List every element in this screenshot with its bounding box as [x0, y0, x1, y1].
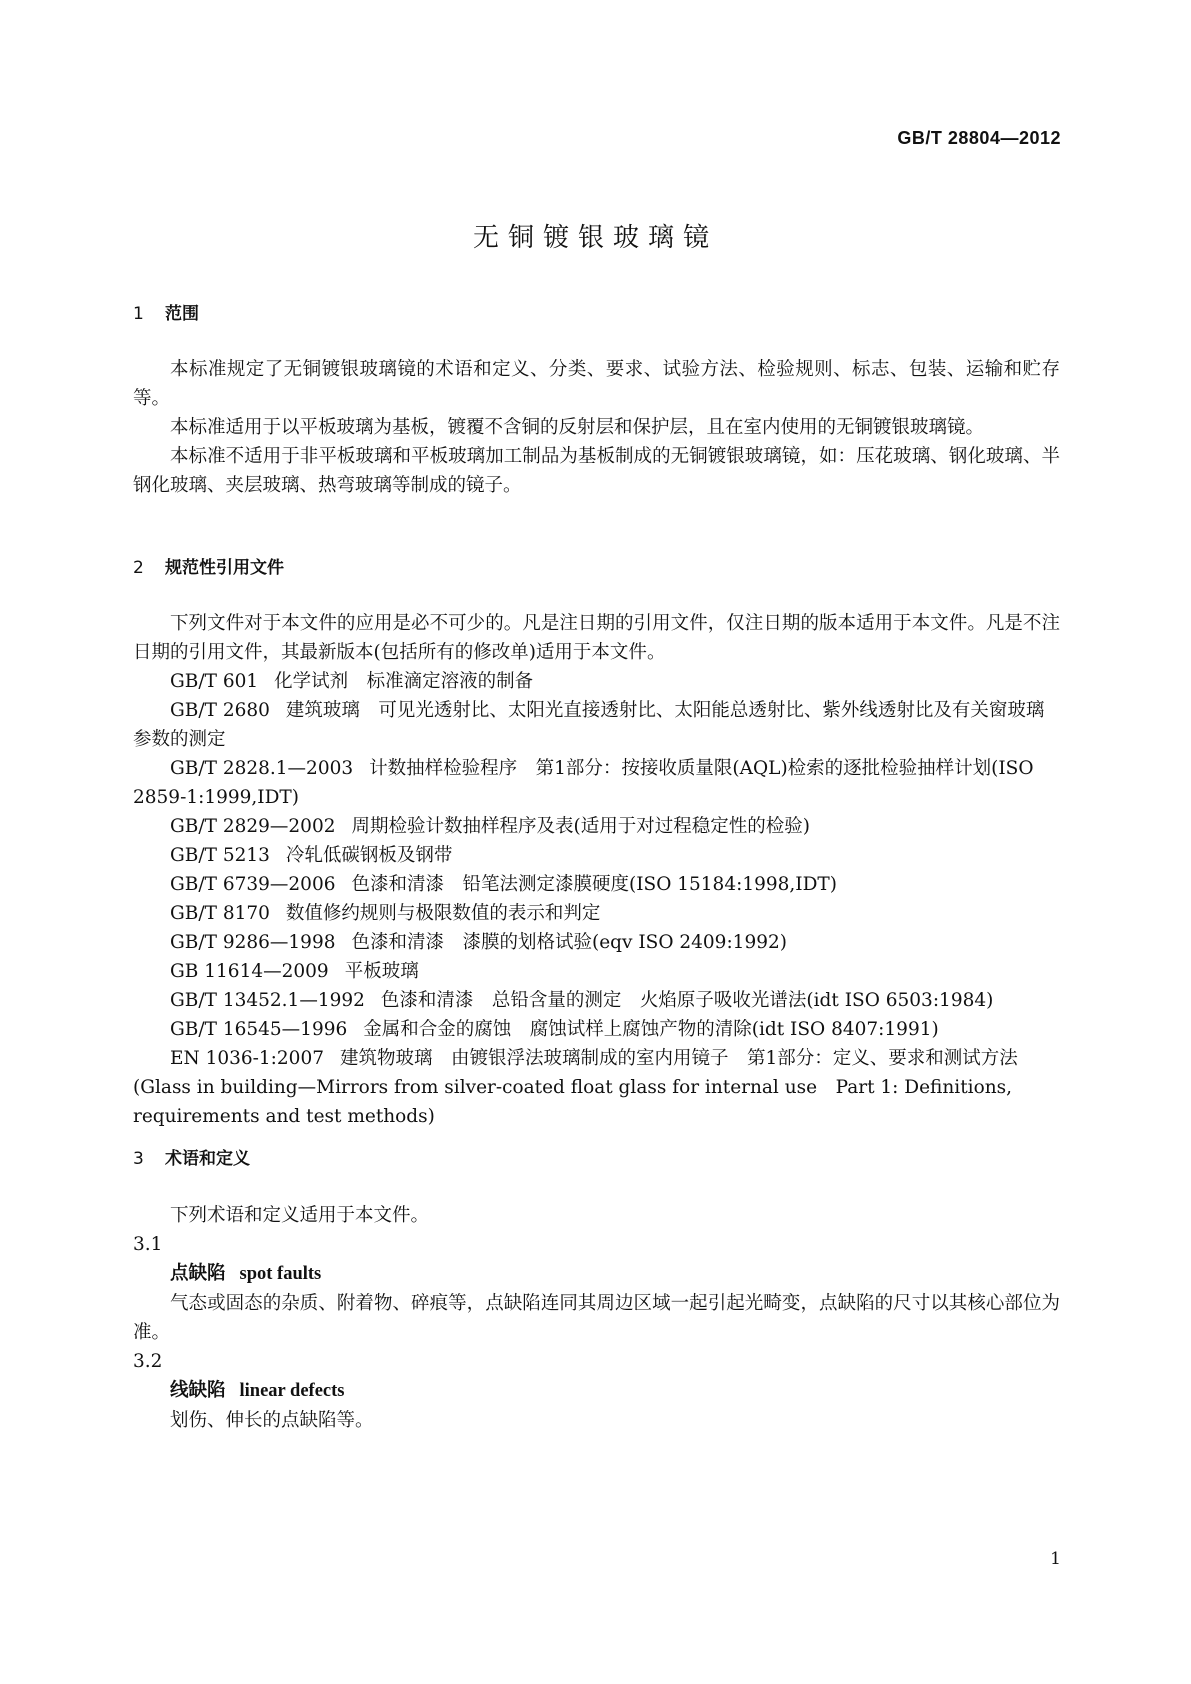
paragraph: 本标准适用于以平板玻璃为基板，镀覆不含铜的反射层和保护层，且在室内使用的无铜镀银玻璃镜。	[170, 417, 985, 438]
section-heading	[133, 554, 284, 583]
reference-item	[133, 957, 1060, 986]
reference-title: 周期检验计数抽样程序及表(适用于对过程稳定性的检验)	[351, 816, 810, 837]
standard-number: GB/T 28804—2012	[897, 128, 1061, 148]
reference-title: 冷轧低碳钢板及钢带	[285, 845, 453, 866]
section-title: 规范性引用文件	[165, 558, 284, 578]
reference-item	[133, 986, 1060, 1015]
reference-item	[133, 870, 1060, 899]
paragraph: 本标准不适用于非平板玻璃和平板玻璃加工制品为基板制成的无铜镀银玻璃镜，如：压花玻璃、钢化玻璃、半钢化玻璃、夹层玻璃、热弯玻璃等制成的镜子。	[133, 446, 1060, 496]
section-number: 2	[133, 558, 144, 578]
section-body	[133, 355, 1060, 500]
reference-code: GB/T 2828.1—2003	[170, 758, 354, 779]
reference-title: 金属和合金的腐蚀 腐蚀试样上腐蚀产物的清除(idt ISO 8407:1991)	[363, 1019, 939, 1040]
term-zh: 线缺陷	[170, 1380, 226, 1401]
reference-item	[133, 812, 1060, 841]
section-number: 3	[133, 1149, 144, 1169]
reference-code: GB/T 13452.1—1992	[170, 990, 365, 1011]
section-number: 1	[133, 304, 144, 324]
reference-code: GB/T 2680	[170, 700, 270, 721]
reference-item	[133, 899, 1060, 928]
reference-code: GB/T 9286—1998	[170, 932, 336, 953]
reference-title: 色漆和清漆 总铅含量的测定 火焰原子吸收光谱法(idt ISO 6503:1984)	[380, 990, 994, 1011]
term-heading	[170, 1376, 1060, 1406]
reference-code: EN 1036-1:2007	[170, 1048, 324, 1069]
term-number: 3.2	[133, 1351, 163, 1372]
reference-title: 色漆和清漆 漆膜的划格试验(eqv ISO 2409:1992)	[351, 932, 787, 953]
reference-title: 平板玻璃	[344, 961, 419, 982]
reference-code: GB/T 5213	[170, 845, 270, 866]
document-title: 无铜镀银玻璃镜	[472, 223, 718, 253]
section-title: 术语和定义	[165, 1149, 250, 1169]
reference-title: 计数抽样检验程序 第1部分：按接收质量限(AQL)检索的逐批检验抽样计划(ISO 2859-1:1999,IDT)	[133, 758, 1034, 808]
reference-item	[133, 928, 1060, 957]
reference-item	[133, 1015, 1060, 1044]
section-body	[133, 1201, 1060, 1435]
paragraph: 下列文件对于本文件的应用是必不可少的。凡是注日期的引用文件，仅注日期的版本适用于本文件。凡是不注日期的引用文件，其最新版本(包括所有的修改单)适用于本文件。	[133, 613, 1060, 663]
reference-title: 化学试剂 标准滴定溶液的制备	[274, 671, 534, 692]
reference-code: GB/T 16545—1996	[170, 1019, 348, 1040]
reference-code: GB 11614—2009	[170, 961, 329, 982]
term-definition: 气态或固态的杂质、附着物、碎痕等，点缺陷连同其周边区域一起引起光畸变，点缺陷的尺寸以其核心部位为准。	[133, 1293, 1060, 1343]
reference-item	[133, 667, 1060, 696]
term-en: linear defects	[239, 1381, 345, 1401]
reference-code: GB/T 6739—2006	[170, 874, 336, 895]
section-heading	[133, 300, 199, 329]
term-definition: 划伤、伸长的点缺陷等。	[170, 1410, 374, 1431]
reference-title: 建筑物玻璃 由镀银浮法玻璃制成的室内用镜子 第1部分：定义、要求和测试方法(Glass in building—Mirrors from silver-coated float glass for internal use Part 1: Definitions, requirements and test methods)	[133, 1048, 1018, 1127]
term-en: spot faults	[239, 1264, 322, 1284]
reference-item	[133, 754, 1060, 812]
paragraph: 本标准规定了无铜镀银玻璃镜的术语和定义、分类、要求、试验方法、检验规则、标志、包装、运输和贮存等。	[133, 359, 1060, 409]
paragraph: 下列术语和定义适用于本文件。	[170, 1205, 430, 1226]
section-title: 范围	[165, 304, 199, 324]
reference-item	[133, 841, 1060, 870]
term-number: 3.1	[133, 1234, 163, 1255]
reference-title: 色漆和清漆 铅笔法测定漆膜硬度(ISO 15184:1998,IDT)	[351, 874, 837, 895]
reference-item	[133, 696, 1060, 754]
reference-code: GB/T 601	[170, 671, 259, 692]
term-zh: 点缺陷	[170, 1263, 226, 1284]
reference-code: GB/T 8170	[170, 903, 270, 924]
page-number: 1	[1050, 1549, 1061, 1569]
reference-code: GB/T 2829—2002	[170, 816, 336, 837]
section-body	[133, 609, 1060, 1131]
term-heading	[170, 1259, 1060, 1289]
reference-title: 建筑玻璃 可见光透射比、太阳光直接透射比、太阳能总透射比、紫外线透射比及有关窗玻璃参数的测定	[133, 700, 1045, 750]
reference-title: 数值修约规则与极限数值的表示和判定	[285, 903, 601, 924]
reference-item	[133, 1044, 1060, 1131]
section-heading	[133, 1145, 250, 1174]
